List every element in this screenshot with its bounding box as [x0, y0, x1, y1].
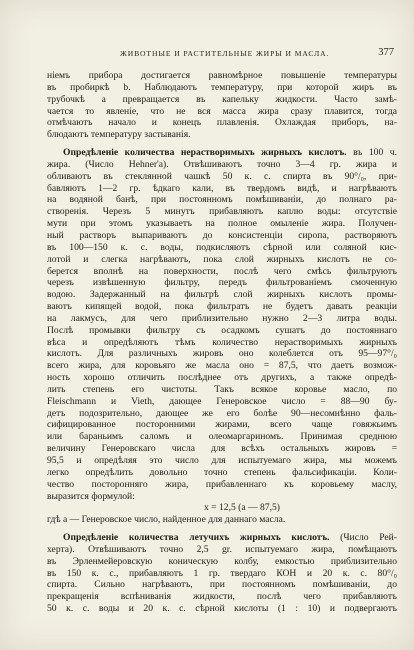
text-line: черезъ извѣшенную фильтру, передъ фильтрованіемъ смоченную [47, 277, 397, 289]
text-line: Fleischmann и Viеth, дающее Генеровское число = 88—90 бу- [47, 395, 397, 407]
text-line: величину Генеровскаго числа для всѣхъ остальныхъ жировъ = [47, 443, 397, 455]
section-heading: Опредѣленіе количества летучихъ жирныхъ кислотъ. [63, 532, 330, 544]
formula: x = 12,5 (a — 87,5) [203, 502, 281, 514]
text-line: чество посторонняго жира, прибавленнаго къ коровьему маслу, [47, 478, 397, 490]
text-line: или бараньимъ саломъ и олеомаргариномъ. Принимая среднюю [47, 431, 397, 443]
text-line: легко опредѣлить довольно точно степень фальсификаціи. Коли- [47, 466, 397, 478]
text-line: Послѣ промывки фильтру съ осадкомъ сушатъ до постояннаго [47, 324, 397, 336]
text-line: херта). Отвѣшиваютъ точно 2,5 gr. испытуемаго жира, помѣщаютъ [47, 543, 397, 555]
text-line: лотой и слегка нагрѣваютъ, пока слой жирныхъ кислотъ не со- [47, 253, 397, 265]
text-line: чается то явленіе, что не вся масса жира сразу плавится, тогда [47, 105, 397, 117]
text-line: прекращенія вспѣниванія жидкости, послѣ чего прибавляютъ [47, 591, 397, 603]
formula-note: гдѣ a — Генеровское число, найденное для даннаго масла. [47, 514, 286, 526]
text-line: ваютъ кипящей водой, пока фильтратъ не будетъ давать реакціи [47, 301, 397, 313]
text-line: на лакмусъ, для чего приблизительно нужно 2—3 литра воды. [47, 312, 397, 324]
text-line: лить степень его чистоты. Такъ всякое коровье масло, по [47, 383, 397, 395]
text-line: мути при этомъ указываетъ на полное омыленіе жира. Получен- [47, 218, 397, 230]
text-line: выразится формулой: [47, 490, 135, 502]
text-line: жира. (Число Hehner'a). Отвѣшиваютъ точно 3—4 гр. жира и [47, 158, 397, 170]
text-line: въ 100—150 к. с. воды, подкисляютъ сѣрной или соляной кис- [47, 241, 397, 253]
section-volatile-fatty-acids [47, 532, 397, 615]
text-line: въ пробиркѣ b. Наблюдаютъ температуру, при которой жиръ въ [47, 81, 397, 93]
heading-continuation: въ 100 ч. [353, 147, 397, 159]
section-heading: Опредѣленіе количества нерастворимыхъ жирныхъ кислотъ. [63, 147, 347, 159]
paragraph-melting-point [47, 70, 397, 141]
body-text [47, 70, 397, 615]
text-line: трубочкѣ а превращается въ капельку жидкости. Часто замѣ- [47, 93, 397, 105]
page-header [120, 48, 394, 62]
text-line: спирта. Сильно нагрѣваютъ, при постоянномъ помѣшиваніи, до [47, 579, 397, 591]
text-line: вѣса и опредѣляютъ тѣмъ количество нерастворимыхъ жирныхъ [47, 336, 397, 348]
text-line: на водяной банѣ, при постоянномъ помѣшиваніи, до полнаго ра- [47, 194, 397, 206]
text-line [47, 532, 397, 544]
text-line [47, 147, 397, 159]
text-line: бавляютъ 1—2 гр. ѣдкаго кали, въ твердомъ видѣ, и нагрѣваютъ [47, 182, 397, 194]
text-line: берется вполнѣ на поверхности, послѣ чего смѣсь фильтруютъ [47, 265, 397, 277]
text-line: всего жира, для коровьяго же масла оно = 87,5, что даетъ возмож- [47, 360, 397, 372]
heading-continuation: (Число Рей- [340, 532, 397, 544]
text-line: детъ подозрительно, дающее же его болѣе 90—несомнѣнно фаль- [47, 407, 397, 419]
running-head: ЖИВОТНЫЕ И РАСТИТЕЛЬНЫЕ ЖИРЫ И МАСЛА. [120, 49, 330, 58]
page-number: 377 [378, 47, 394, 58]
text-line: сифицированное посторонними жирами, всего чаще говяжьимъ [47, 419, 397, 431]
section-insoluble-fatty-acids [47, 147, 397, 526]
text-line: отмѣчаютъ начало и конецъ плавленія. Охлаждая приборъ, на- [47, 117, 397, 129]
text-line: ный растворъ выпариваютъ до консистенціи сиропа, растворяютъ [47, 229, 397, 241]
text-line: створенія. Черезъ 5 минутъ прибавляютъ каплю воды: отсутствіе [47, 206, 397, 218]
text-line: кислотъ. Для различныхъ жировъ оно колеблется отъ 95—97°/₀ [47, 348, 397, 360]
text-line: ніемъ прибора достигается равномѣрное повышеніе температуры [47, 70, 397, 81]
text-line: 95,5 и опредѣляя это число для испытуемаго жира, мы можемъ [47, 455, 397, 466]
text-line: обливаютъ въ стеклянной чашкѣ 50 к. с. спирта въ 90°/₀, при- [47, 170, 397, 182]
text-line: блюдаютъ температуру застыванія. [47, 129, 191, 141]
text-line: 50 к. с. воды и 20 к. с. сѣрной кислоты (1 : 10) и подвергаютъ [47, 603, 397, 615]
text-line: водою. Задержанный на фильтрѣ слой жирныхъ кислотъ промы- [47, 289, 397, 301]
text-line: въ 150 к. с., прибавляютъ 1 гр. твердаго КОН и 20 к. с. 80°/₀ [47, 567, 397, 579]
text-line: ность хорошо отличить послѣднее отъ другихъ, а также опредѣ- [47, 372, 397, 384]
text-line: въ Эрленмейеровскую коническую колбу, емкостью приблизительно [47, 555, 397, 567]
